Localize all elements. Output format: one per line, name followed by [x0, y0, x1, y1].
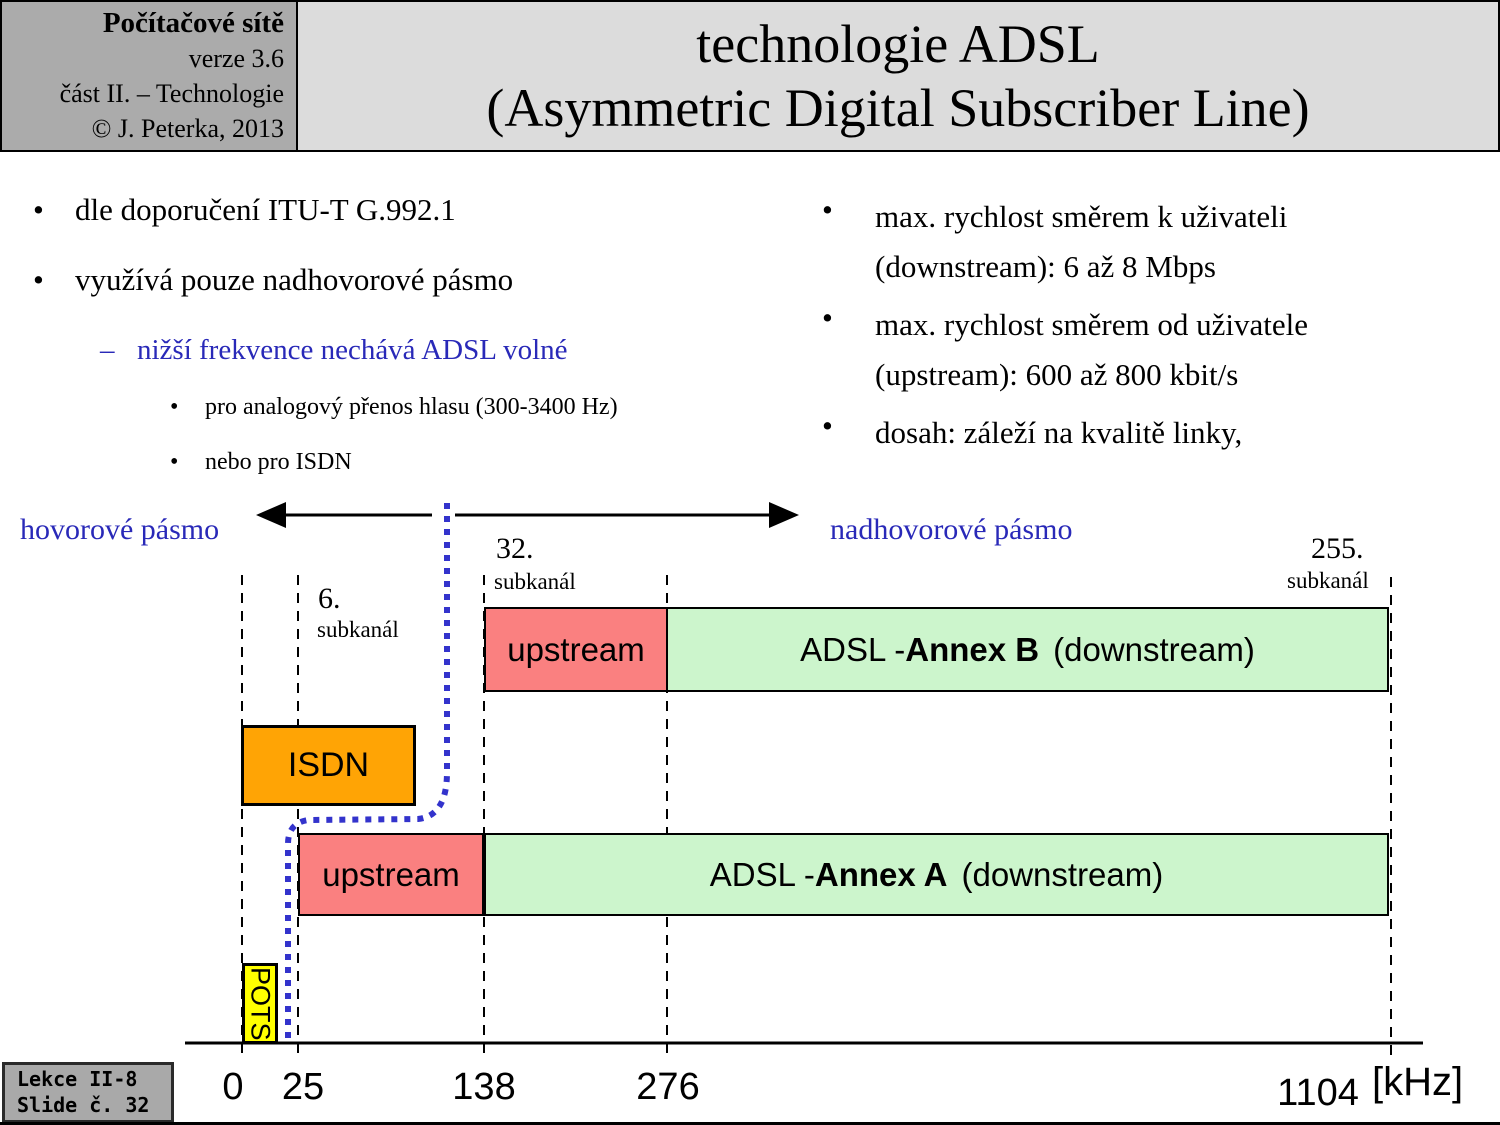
- bullet-band: využívá pouze nadhovorové pásmo: [75, 262, 514, 297]
- subchannel-255-number: 255.: [1311, 532, 1364, 565]
- bullet-isdn: nebo pro ISDN: [205, 449, 352, 475]
- course-title: Počítačové sítě: [102, 7, 284, 39]
- dash-marker: –: [100, 334, 115, 366]
- course-copyright: © J. Peterka, 2013: [91, 114, 284, 143]
- bullet-marker: •: [33, 192, 44, 227]
- bullet-marker: •: [822, 408, 833, 443]
- page-title-line1: technologie ADSL: [696, 14, 1100, 74]
- supra-band-arrowhead: [769, 502, 799, 528]
- annexa-label-prefix: ADSL -: [709, 855, 815, 893]
- course-part: část II. – Technologie: [59, 79, 284, 108]
- course-info-box: [0, 0, 298, 152]
- pots-label: POTS: [245, 966, 276, 1041]
- bullet-downstream-line1: max. rychlost směrem k uživateli: [875, 199, 1288, 234]
- bullet-lower-freq: nižší frekvence nechává ADSL volné: [137, 334, 568, 366]
- bullet-downstream: [875, 192, 1495, 292]
- bullet-marker: •: [822, 192, 833, 227]
- annexa-upstream-label: upstream: [322, 855, 460, 893]
- subchannel-6-number: 6.: [318, 582, 341, 615]
- subchannel-32-label: subkanál: [494, 569, 576, 594]
- supra-band-label: nadhovorové pásmo: [830, 513, 1073, 546]
- isdn-band: [241, 725, 416, 806]
- isdn-label: ISDN: [287, 746, 370, 784]
- bullet-marker: •: [170, 394, 179, 420]
- bullet-upstream: [875, 300, 1495, 400]
- annexb-label-bold: Annex B: [905, 630, 1040, 668]
- subchannel-6-label: subkanál: [317, 617, 399, 642]
- page-title-line2: (Asymmetric Digital Subscriber Line): [486, 78, 1310, 138]
- subchannel-32-number: 32.: [496, 532, 534, 565]
- slide-number: Slide č. 32: [17, 1093, 150, 1117]
- bullet-upstream-line2: (upstream): 600 až 800 kbit/s: [875, 357, 1239, 392]
- bullet-reach: [875, 408, 1495, 458]
- bullet-marker: •: [170, 449, 179, 475]
- voice-band-label: hovorové pásmo: [20, 513, 220, 546]
- course-version: verze 3.6: [188, 44, 284, 73]
- lecture-number: Lekce II-8: [17, 1067, 138, 1091]
- annexb-upstream-band: [484, 607, 668, 692]
- subchannel-255-label: subkanál: [1287, 568, 1369, 593]
- annexa-label-suffix: (downstream): [961, 855, 1164, 893]
- bullet-itu: dle doporučení ITU-T G.992.1: [75, 192, 456, 227]
- annexa-upstream-band: [298, 833, 484, 916]
- annexa-label-bold: Annex A: [814, 855, 948, 893]
- bullet-marker: •: [33, 262, 44, 297]
- slide-number-box: [2, 1062, 174, 1123]
- axis-tick-276: 276: [636, 1066, 700, 1108]
- annexb-label-prefix: ADSL -: [800, 630, 906, 668]
- axis-unit-label: [kHz]: [1372, 1060, 1464, 1104]
- annexb-upstream-label: upstream: [507, 630, 645, 668]
- pots-band: [242, 963, 278, 1044]
- bullet-analog-voice: pro analogový přenos hlasu (300-3400 Hz): [205, 394, 618, 420]
- annexb-label-suffix: (downstream): [1053, 630, 1255, 668]
- bullet-downstream-line2: (downstream): 6 až 8 Mbps: [875, 249, 1216, 284]
- voice-band-arrowhead: [256, 502, 286, 528]
- bullet-reach-line1: dosah: záleží na kvalitě linky,: [875, 415, 1243, 450]
- annexa-downstream-band: [484, 833, 1389, 916]
- axis-tick-0: 0: [222, 1066, 244, 1108]
- axis-tick-138: 138: [452, 1066, 516, 1108]
- bullet-marker: •: [822, 300, 833, 335]
- axis-tick-25: 25: [281, 1066, 325, 1108]
- slide-title-box: [296, 0, 1500, 152]
- annexb-downstream-band: [666, 607, 1389, 692]
- axis-tick-1104: 1104: [1277, 1072, 1359, 1114]
- bullet-upstream-line1: max. rychlost směrem od uživatele: [875, 307, 1309, 342]
